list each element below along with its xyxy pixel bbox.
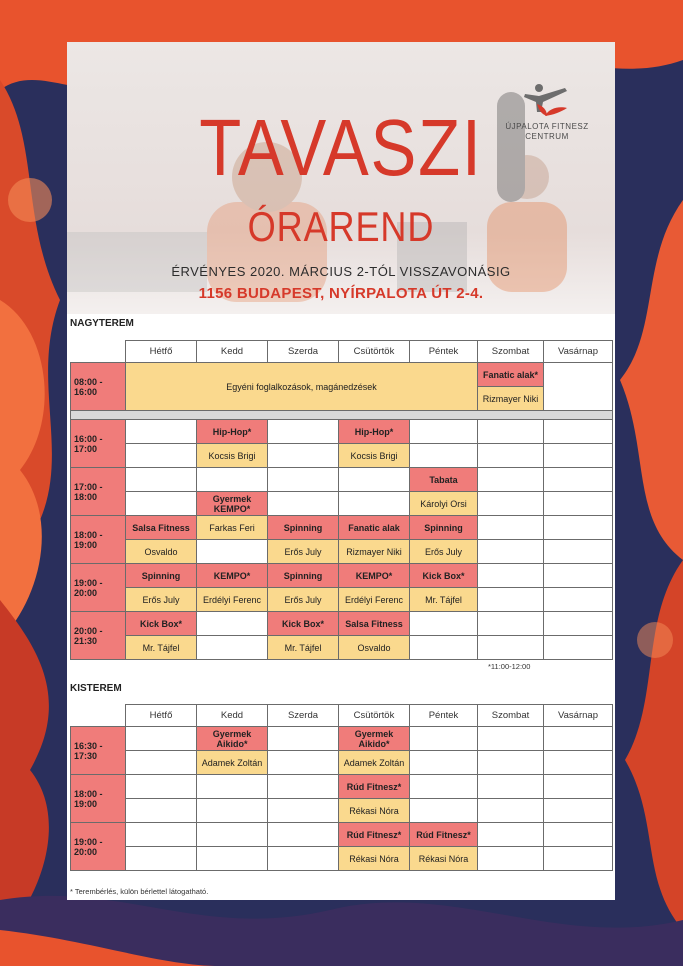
- instructor-cell: Farkas Feri: [197, 516, 268, 540]
- empty-cell: [268, 420, 339, 444]
- empty-cell: [544, 751, 613, 775]
- table-header-row: [71, 341, 613, 363]
- empty-cell: [544, 492, 613, 516]
- instructor-cell: Rékasi Nóra: [410, 847, 478, 871]
- instructor-cell: Rékasi Nóra: [339, 847, 410, 871]
- empty-cell: [410, 751, 478, 775]
- day-header-monday: Hétfő: [126, 705, 197, 727]
- empty-cell: [268, 799, 339, 823]
- empty-cell: [478, 420, 544, 444]
- empty-cell: [478, 516, 544, 540]
- table-row: [71, 588, 613, 612]
- address-text: 1156 BUDAPEST, NYÍRPALOTA ÚT 2-4.: [198, 285, 484, 302]
- empty-cell: [410, 727, 478, 751]
- instructor-cell: Rékasi Nóra: [339, 799, 410, 823]
- empty-cell: [126, 799, 197, 823]
- class-cell: KEMPO*: [339, 564, 410, 588]
- instructor-cell: Osvaldo: [339, 636, 410, 660]
- time-cell: 17:00 - 18:00: [71, 468, 126, 516]
- class-cell: Salsa Fitness: [126, 516, 197, 540]
- header-corner: [71, 341, 126, 363]
- instructor-cell: Mr. Tájfel: [268, 636, 339, 660]
- class-cell: Fanatic alak: [339, 516, 410, 540]
- empty-cell: [478, 612, 544, 636]
- day-header-sunday: Vasárnap: [544, 341, 613, 363]
- instructor-cell: Adamek Zoltán: [197, 751, 268, 775]
- empty-cell: [544, 468, 613, 492]
- instructor-cell: Erős July: [268, 588, 339, 612]
- empty-cell: [478, 444, 544, 468]
- class-cell: Spinning: [126, 564, 197, 588]
- empty-cell: [268, 444, 339, 468]
- instructor-cell: Erdélyi Ferenc: [339, 588, 410, 612]
- class-cell: Spinning: [268, 516, 339, 540]
- day-header-friday: Péntek: [410, 341, 478, 363]
- instructor-cell: Mr. Tájfel: [126, 636, 197, 660]
- table-row: [71, 420, 613, 444]
- empty-cell: [478, 823, 544, 847]
- nagyterem-footnote: *11:00-12:00: [488, 662, 531, 671]
- day-header-thursday: Csütörtök: [339, 705, 410, 727]
- empty-cell: [478, 492, 544, 516]
- table-row: [71, 612, 613, 636]
- class-cell: Fanatic alak*: [478, 363, 544, 387]
- instructor-cell: Kocsis Brigi: [339, 444, 410, 468]
- validity-text: ÉRVÉNYES 2020. MÁRCIUS 2-TÓL VISSZAVONÁSIG: [171, 264, 511, 279]
- empty-cell: [544, 516, 613, 540]
- day-header-monday: Hétfő: [126, 341, 197, 363]
- day-header-tuesday: Kedd: [197, 341, 268, 363]
- table-row: [71, 540, 613, 564]
- empty-cell: [478, 564, 544, 588]
- empty-cell: [126, 727, 197, 751]
- time-cell: 20:00 - 21:30: [71, 612, 126, 660]
- section-title-kisterem: KISTEREM: [70, 683, 122, 694]
- empty-cell: [126, 847, 197, 871]
- day-header-saturday: Szombat: [478, 705, 544, 727]
- instructor-cell: Erdélyi Ferenc: [197, 588, 268, 612]
- empty-cell: [410, 444, 478, 468]
- empty-cell: [544, 363, 613, 411]
- empty-cell: [126, 444, 197, 468]
- table-row: [71, 727, 613, 751]
- table-row: [71, 823, 613, 847]
- day-header-wednesday: Szerda: [268, 341, 339, 363]
- class-cell: Kick Box*: [268, 612, 339, 636]
- instructor-cell: Osvaldo: [126, 540, 197, 564]
- section-title-nagyterem: NAGYTEREM: [70, 318, 134, 329]
- empty-cell: [478, 727, 544, 751]
- empty-cell: [268, 492, 339, 516]
- instructor-cell: Erős July: [126, 588, 197, 612]
- empty-cell: [544, 799, 613, 823]
- empty-cell: [197, 468, 268, 492]
- empty-cell: [410, 612, 478, 636]
- page-title: TAVASZI: [199, 103, 483, 192]
- empty-cell: [126, 775, 197, 799]
- class-cell: Hip-Hop*: [339, 420, 410, 444]
- empty-cell: [126, 823, 197, 847]
- class-cell: Gyermek KEMPO*: [197, 492, 268, 516]
- empty-cell: [126, 420, 197, 444]
- day-header-tuesday: Kedd: [197, 705, 268, 727]
- instructor-cell: Kocsis Brigi: [197, 444, 268, 468]
- instructor-cell: Károlyi Orsi: [410, 492, 478, 516]
- class-cell: Gyermek Aikido*: [197, 727, 268, 751]
- empty-cell: [478, 636, 544, 660]
- table-row: [71, 444, 613, 468]
- instructor-cell: Rizmayer Niki: [478, 387, 544, 411]
- empty-cell: [197, 823, 268, 847]
- empty-cell: [544, 847, 613, 871]
- kisterem-footnote: * Terembérlés, külön bérlettel látogatható.: [70, 887, 209, 896]
- empty-cell: [544, 636, 613, 660]
- empty-cell: [268, 751, 339, 775]
- empty-cell: [544, 564, 613, 588]
- empty-cell: [544, 612, 613, 636]
- table-row: [71, 492, 613, 516]
- empty-cell: [197, 636, 268, 660]
- page-subtitle: ÓRAREND: [247, 203, 435, 250]
- instructor-cell: Mr. Tájfel: [410, 588, 478, 612]
- table-row: [71, 799, 613, 823]
- empty-cell: [126, 492, 197, 516]
- class-cell: Kick Box*: [410, 564, 478, 588]
- empty-cell: [410, 799, 478, 823]
- class-cell: Tabata: [410, 468, 478, 492]
- empty-cell: [544, 444, 613, 468]
- class-cell: Spinning: [268, 564, 339, 588]
- table-row: [71, 847, 613, 871]
- empty-cell: [339, 492, 410, 516]
- empty-cell: [197, 799, 268, 823]
- logo-line-1: ÚJPALOTA FITNESZ: [505, 122, 589, 131]
- day-header-thursday: Csütörtök: [339, 341, 410, 363]
- empty-cell: [410, 420, 478, 444]
- table-row: [71, 363, 613, 387]
- empty-cell: [544, 420, 613, 444]
- class-cell: Rúd Fitnesz*: [410, 823, 478, 847]
- time-cell: 19:00 - 20:00: [71, 564, 126, 612]
- table-row: [71, 775, 613, 799]
- empty-cell: [544, 823, 613, 847]
- class-cell: Hip-Hop*: [197, 420, 268, 444]
- class-cell: Salsa Fitness: [339, 612, 410, 636]
- empty-cell: [339, 468, 410, 492]
- instructor-cell: Adamek Zoltán: [339, 751, 410, 775]
- empty-cell: [478, 799, 544, 823]
- class-cell: Rúd Fitnesz*: [339, 823, 410, 847]
- table-row: [71, 564, 613, 588]
- empty-cell: [126, 468, 197, 492]
- time-cell: 08:00 - 16:00: [71, 363, 126, 411]
- time-cell: 16:30 - 17:30: [71, 727, 126, 775]
- empty-cell: [478, 468, 544, 492]
- day-header-sunday: Vasárnap: [544, 705, 613, 727]
- day-header-friday: Péntek: [410, 705, 478, 727]
- empty-cell: [410, 775, 478, 799]
- day-header-wednesday: Szerda: [268, 705, 339, 727]
- time-cell: 16:00 - 17:00: [71, 420, 126, 468]
- kisterem-table: [70, 704, 613, 871]
- separator-row: [71, 411, 613, 420]
- class-cell: Spinning: [410, 516, 478, 540]
- empty-cell: [268, 775, 339, 799]
- hero-banner: [67, 42, 615, 314]
- empty-cell: [478, 847, 544, 871]
- empty-cell: [478, 588, 544, 612]
- empty-cell: [268, 468, 339, 492]
- instructor-cell: Erős July: [268, 540, 339, 564]
- morning-session: Egyéni foglalkozások, magánedzések: [126, 363, 478, 411]
- table-header-row: [71, 705, 613, 727]
- empty-cell: [478, 751, 544, 775]
- empty-cell: [544, 588, 613, 612]
- time-cell: 18:00 - 19:00: [71, 775, 126, 823]
- instructor-cell: Erős July: [410, 540, 478, 564]
- time-cell: 18:00 - 19:00: [71, 516, 126, 564]
- empty-cell: [197, 847, 268, 871]
- table-row: [71, 636, 613, 660]
- table-row: [71, 751, 613, 775]
- table-row: [71, 468, 613, 492]
- empty-cell: [544, 775, 613, 799]
- class-cell: Rúd Fitnesz*: [339, 775, 410, 799]
- empty-cell: [268, 823, 339, 847]
- class-cell: Gyermek Aikido*: [339, 727, 410, 751]
- empty-cell: [268, 727, 339, 751]
- schedule-sheet: [67, 42, 615, 900]
- time-cell: 19:00 - 20:00: [71, 823, 126, 871]
- empty-cell: [478, 540, 544, 564]
- empty-cell: [544, 540, 613, 564]
- instructor-cell: Rizmayer Niki: [339, 540, 410, 564]
- class-cell: Kick Box*: [126, 612, 197, 636]
- empty-cell: [410, 636, 478, 660]
- day-header-saturday: Szombat: [478, 341, 544, 363]
- empty-cell: [197, 540, 268, 564]
- class-cell: KEMPO*: [197, 564, 268, 588]
- empty-cell: [126, 751, 197, 775]
- empty-cell: [268, 847, 339, 871]
- header-corner: [71, 705, 126, 727]
- empty-cell: [544, 727, 613, 751]
- empty-cell: [197, 775, 268, 799]
- logo-line-2: CENTRUM: [525, 132, 569, 141]
- empty-cell: [197, 612, 268, 636]
- empty-cell: [478, 775, 544, 799]
- table-row: [71, 516, 613, 540]
- nagyterem-table: [70, 340, 613, 660]
